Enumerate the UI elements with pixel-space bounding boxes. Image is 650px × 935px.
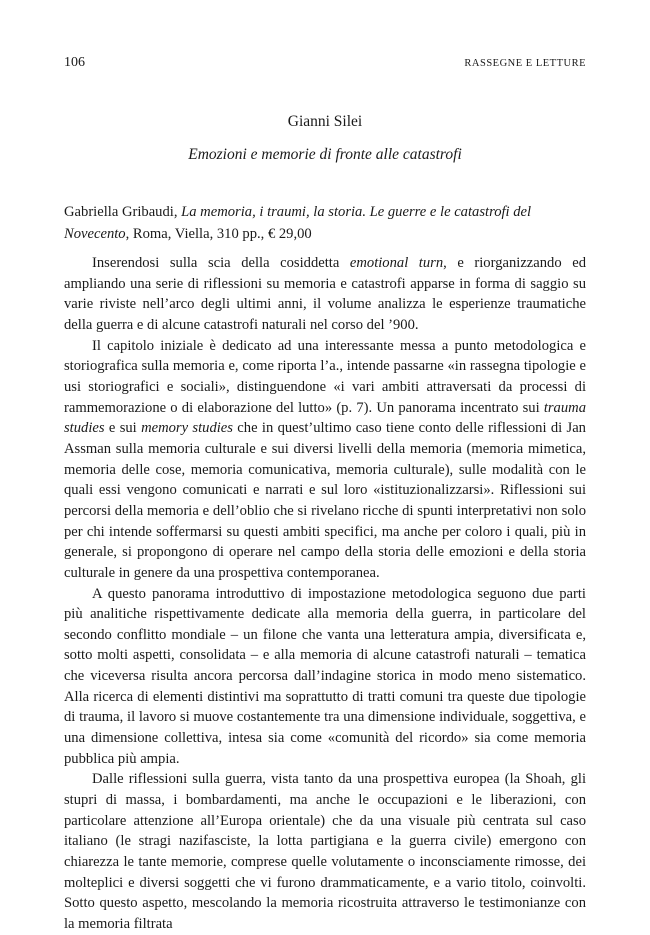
body-paragraph — [64, 253, 586, 336]
text-segment: Il capitolo iniziale è dedicato ad una interessante messa a punto metodologica e storiografica sulla memoria e, come riporta l’a., intende passarne «in rassegna tipologie e usi storiografici e sociali», distinguendone «i vari ambiti attraversati da processi di rammemorazione o di elaborazione del lutto» (p. 7). Un panorama incentrato sui — [64, 337, 586, 416]
citation-book-title: La memoria, i traumi, la storia. Le guerre e le catastrofi del Novecento — [64, 204, 532, 242]
body-paragraph — [64, 584, 586, 770]
article-title: Emozioni e memorie di fronte alle catastrofi — [188, 146, 462, 163]
text-segment: Dalle riflessioni sulla guerra, vista tanto da una prospettiva europea (la Shoah, gli stupri di massa, i bombardamenti, ma anche le occupazioni e le liberazioni, con particolare attenzione all’Europa orientale) che da una visuale più centrata sul caso italiano (le stragi nazifasciste, la lotta partigiana e la guerra civile) emergono con chiarezza le tante memorie, comprese quelle volutamente o inconsciamente rimosse, dei molteplici e diversi soggetti che vi furono drammaticamente, e a vario titolo, coinvolti. Sotto questo aspetto, mescolando la memoria ricostruita attraverso le testimonianze con la memoria filtrata — [64, 771, 586, 932]
text-segment: , e riorganizzando ed ampliando una serie di riflessioni su memoria e catastrofi apparse in forma di saggio su varie riviste nell’arco degli ultimi anni, il volume analizza le esperienze traumatiche della guerra e di alcune catastrofi naturali nel corso del ’900. — [64, 255, 586, 333]
review-body — [64, 253, 586, 935]
text-segment: che in quest’ultimo caso tiene conto delle riflessioni di Jan Assman sulla memoria culturale e sui diversi livelli della memoria (memoria mimetica, memoria delle cose, memoria comunicativa, memoria culturale), sulle modalità con le quali essi vengono comunicati e narrati e sul loro «istituzionalizzarsi». Riflessioni sui percorsi della memoria e dell’oblio che si rivelano ricche di spunti interpretativi non solo per chi intende soffermarsi su questi ambiti specifici, ma anche per coloro i quali, più in generale, si propongono di operare nel campo della storia delle emozioni e della storia culturale in genere da una prospettiva contemporanea. — [64, 420, 586, 581]
citation-publication: , Roma, Viella, 310 pp., € 29,00 — [125, 226, 312, 242]
citation-book-author: Gabriella Gribaudi, — [64, 204, 178, 220]
running-head: RASSEGNE E LETTURE — [464, 58, 586, 69]
text-segment: Inserendosi sulla scia della cosiddetta — [92, 255, 350, 271]
italic-text-segment: trauma studies — [64, 399, 586, 437]
article-author: Gianni Silei — [287, 113, 363, 130]
body-paragraph — [64, 336, 586, 584]
italic-text-segment: memory studies — [141, 420, 233, 437]
text-segment: A questo panorama introduttivo di impostazione metodologica seguono due parti più analitiche rispettivamente dedicate alla memoria della guerra, in particolare del secondo conflitto mondiale – un filone che vanta una letteratura ampia, diversificata e, sotto molti aspetti, consolidata – e alla memoria di alcune catastrofi naturali – tematica che viceversa risulta ancora percorsa dall’indagine storica in modo meno sistematico. Alla ricerca di elementi distintivi ma soprattutto di tratti comuni tra queste due tipologie di trauma, il lavoro si muove costantemente tra una dimensione individuale, soggettiva, e una dimensione collettiva, intesa sia come «comunità del ricordo» sia come memoria pubblica più ampia. — [64, 585, 586, 767]
book-citation — [64, 201, 586, 245]
page-number: 106 — [64, 55, 85, 70]
italic-text-segment: emotional turn — [349, 255, 444, 271]
text-segment: e sui — [104, 420, 142, 437]
